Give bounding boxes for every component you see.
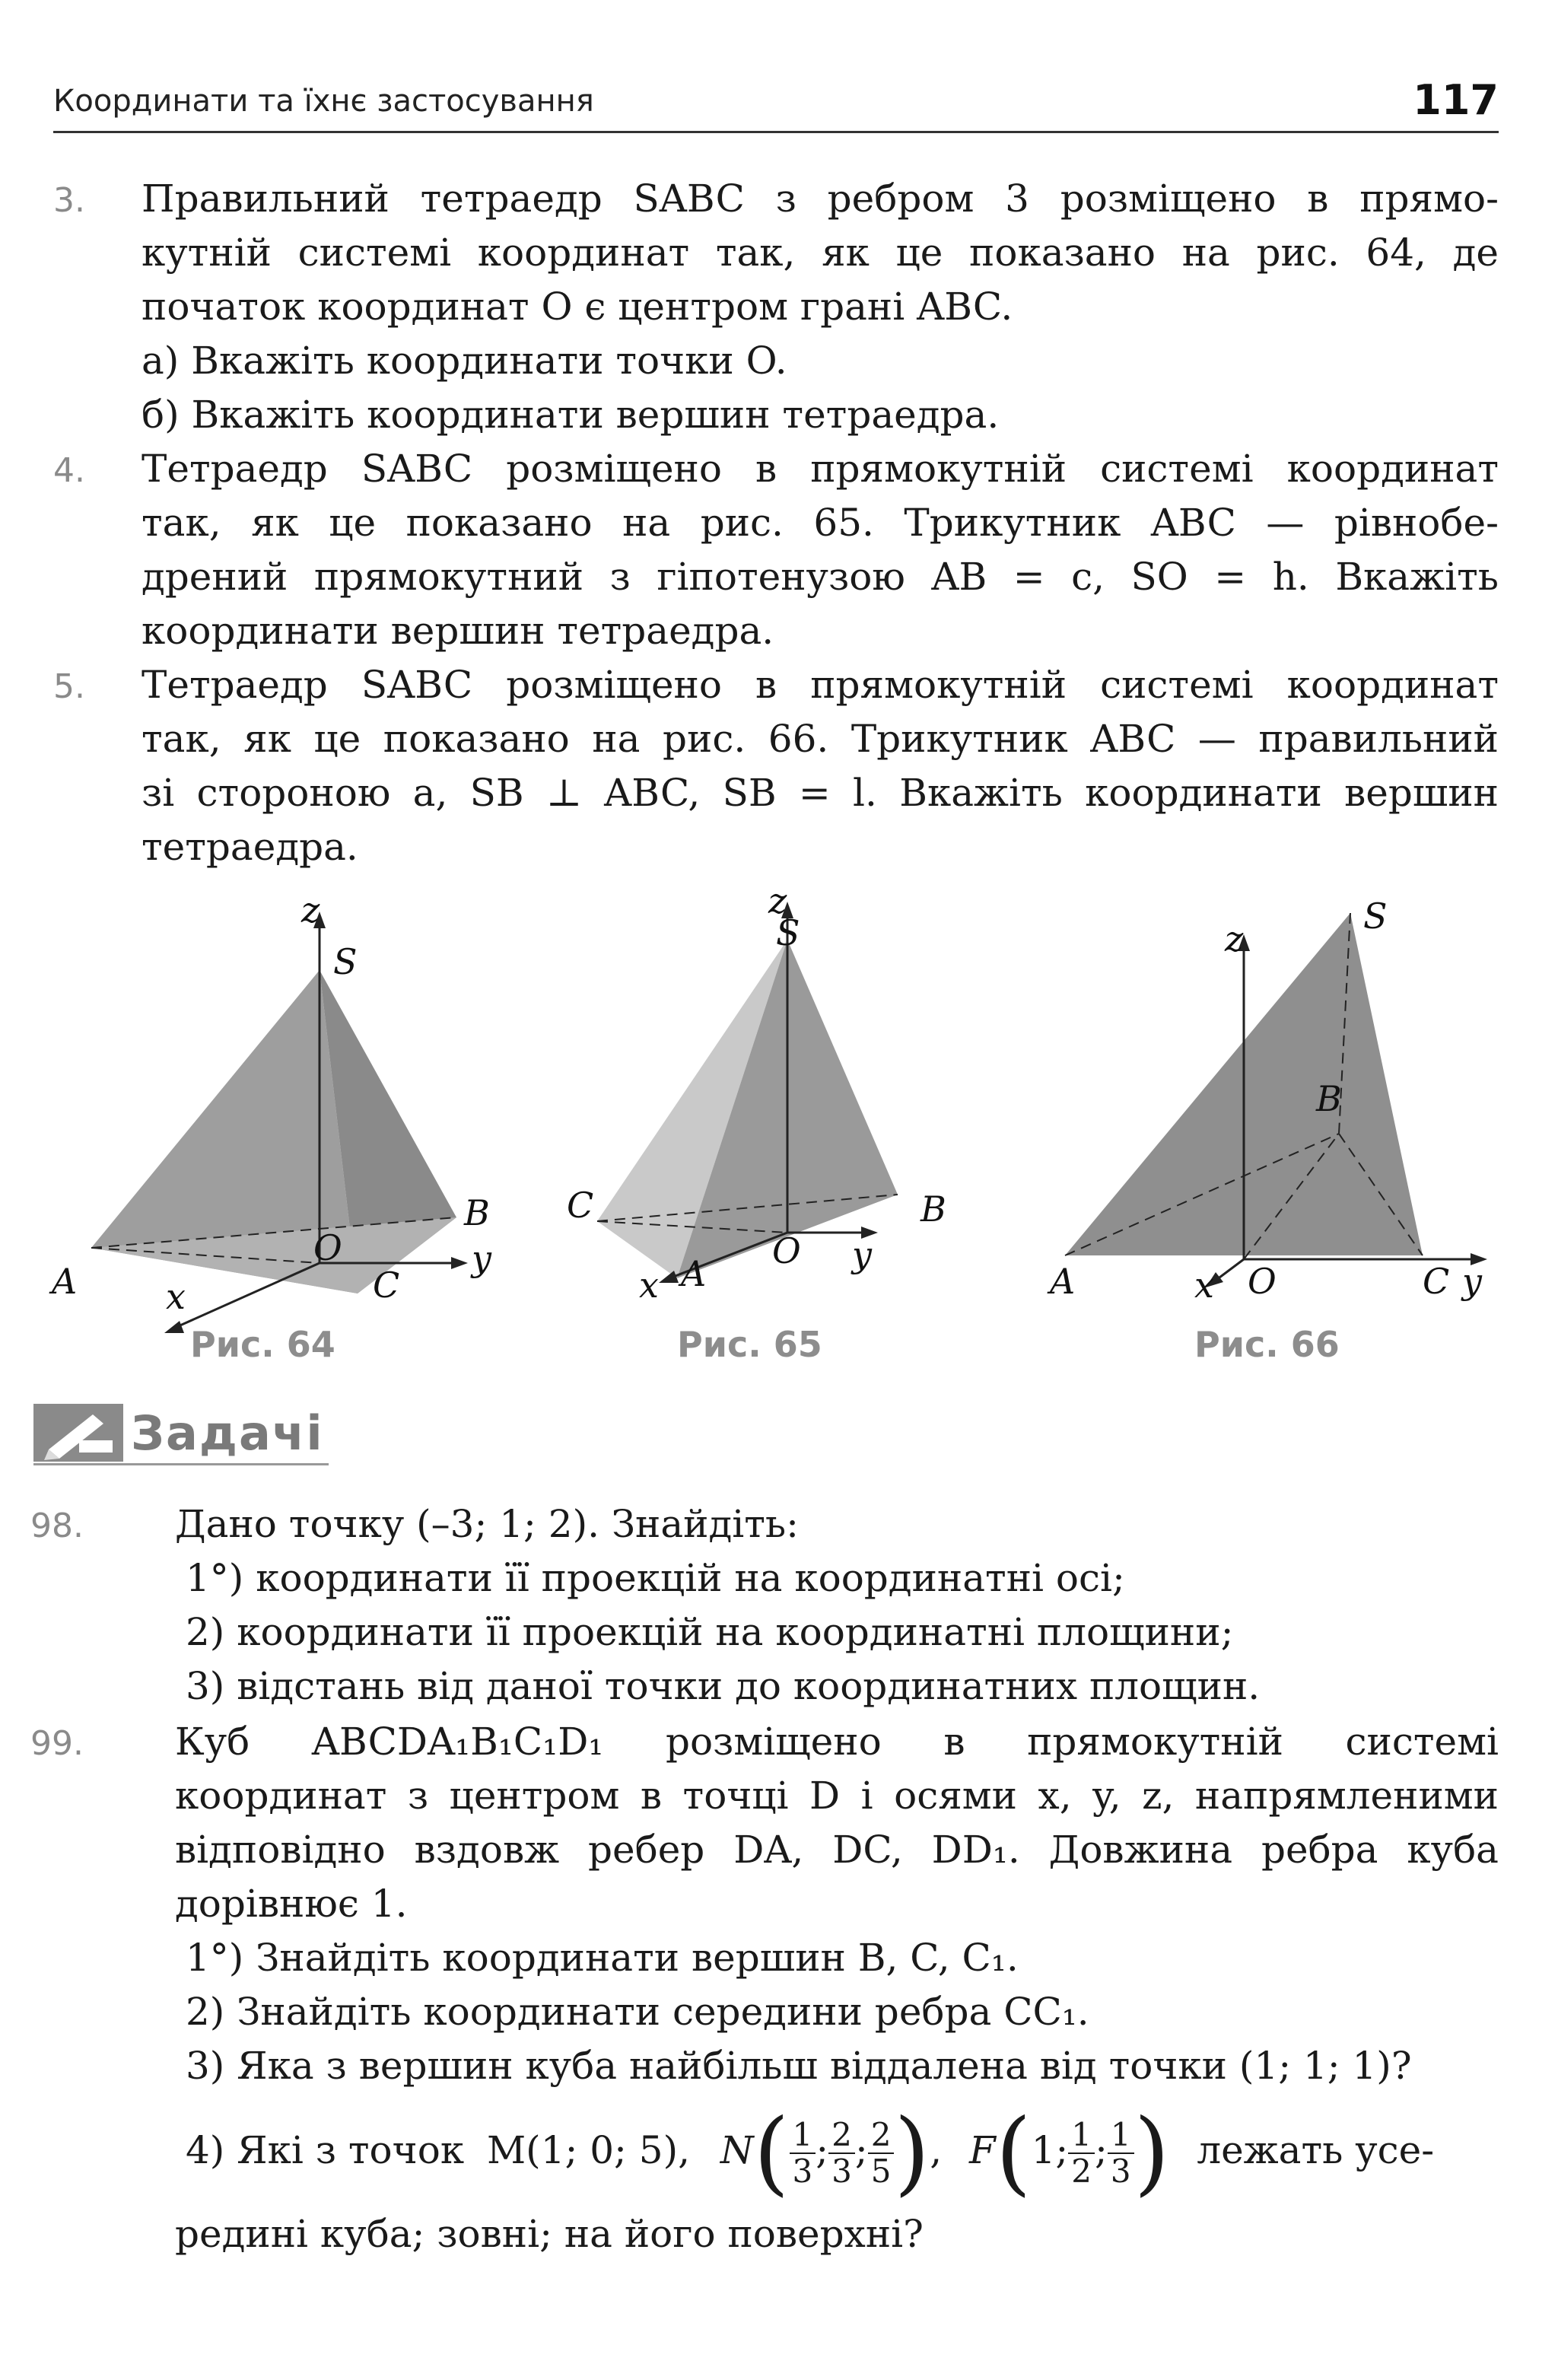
exercise-line: б) Вкажіть координати вершин тетраедра.: [141, 393, 1000, 437]
label-s: S: [776, 912, 800, 953]
exercise-line: а) Вкажіть координати точки O.: [141, 339, 787, 383]
section-heading: [33, 1404, 329, 1462]
label-z: z: [301, 889, 320, 931]
fraction: $\frac{2}{5}$: [868, 2118, 895, 2189]
label-o: O: [313, 1227, 342, 1268]
fraction: $\frac{1}{3}$: [1108, 2118, 1134, 2189]
figures-row: [30, 883, 1506, 1385]
problem-line: відповідно вздовж ребер DA, DC, DD₁. Довжина ребра куба: [175, 1828, 1499, 1872]
paren-close-icon: ): [894, 2100, 930, 2206]
exercise-line: кутній системі координат так, як це показано на рис. 64, де: [141, 231, 1499, 275]
paren-close-icon: ): [1134, 2100, 1170, 2206]
exercise-line: тетраедра.: [141, 825, 358, 869]
item4-lead: 4) Які з точок: [186, 2128, 465, 2172]
label-y: y: [852, 1234, 872, 1275]
label-b: B: [920, 1188, 946, 1230]
running-header: [53, 76, 1499, 129]
problem-line: Дано точку (–3; 1; 2). Знайдіть:: [175, 1502, 799, 1546]
label-s: S: [333, 941, 358, 982]
label-a: A: [52, 1261, 78, 1302]
figure-65: [567, 883, 946, 1306]
fraction: $\frac{1}{3}$: [790, 2118, 816, 2189]
header-rule: [53, 131, 1499, 133]
exercise-line: Правильний тетраедр SABC з ребром 3 розміщено в прямо-: [141, 177, 1499, 221]
label-x: x: [166, 1276, 186, 1317]
exercise-line: так, як це показано на рис. 65. Трикутник ABC — рівнобе-: [141, 501, 1499, 545]
paren-open-icon: (: [995, 2100, 1032, 2206]
label-c: C: [373, 1265, 400, 1306]
figure-66: [1047, 896, 1487, 1306]
problem-number: 98.: [30, 1507, 84, 1545]
problem-line: координат з центром в точці D і осями x, y, z, напрямленими: [175, 1774, 1499, 1818]
problem-item-4: 4) Які з точок M(1; 0; 5), N( $\frac{1}{3}$ ; $\frac{2}{3}$ ; $\frac{2}{5}$ ), F(1; $\frac{1}{2}$ ; $\frac{1}{3}$ ) лежать усе-: [186, 2100, 1435, 2206]
label-c: C: [567, 1185, 594, 1226]
item4-point-f: F: [969, 2128, 996, 2172]
x-arrow-icon: [164, 1321, 184, 1333]
exercise-line: координати вершин тетраедра.: [141, 609, 774, 653]
exercise-number: 3.: [53, 181, 85, 220]
exercise-line: початок координат O є центром грані ABC.: [141, 285, 1013, 329]
problem-line: 1°) координати її проекцій на координатні осі;: [186, 1556, 1125, 1600]
y-arrow-icon: [451, 1257, 468, 1269]
label-o: O: [772, 1230, 801, 1271]
problem-line: 1°) Знайдіть координати вершин B, C, C₁.: [186, 1936, 1019, 1980]
label-b: B: [464, 1192, 490, 1233]
label-a: A: [1050, 1261, 1076, 1302]
label-x: x: [639, 1265, 659, 1306]
caption-fig64: Рис. 64: [190, 1324, 335, 1365]
exercise-line: так, як це показано на рис. 66. Трикутник ABC — правильний: [141, 717, 1499, 761]
figure-64: [49, 889, 492, 1333]
item4-tail: лежать усе-: [1197, 2128, 1435, 2172]
problem-line: редині куба; зовні; на його поверхні?: [175, 2212, 924, 2256]
problem-line: Куб ABCDA₁B₁C₁D₁ розміщено в прямокутній системі: [175, 1720, 1499, 1764]
page-number: 117: [1413, 76, 1499, 124]
exercise-line: Тетраедр SABC розміщено в прямокутній системі координат: [141, 447, 1499, 491]
caption-fig66: Рис. 66: [1194, 1324, 1340, 1365]
exercise-line: зі стороною a, SB ⊥ ABC, SB = l. Вкажіть координати вершин: [141, 771, 1499, 815]
section-title: Задачі: [131, 1405, 324, 1461]
label-c: C: [1423, 1261, 1450, 1302]
exercise-line: Тетраедр SABC розміщено в прямокутній системі координат: [141, 663, 1499, 707]
fraction: $\frac{2}{3}$: [828, 2118, 855, 2189]
label-b: B: [1316, 1078, 1342, 1119]
exercise-line: дрений прямокутний з гіпотенузою AB = c, SO = h. Вкажіть: [141, 555, 1499, 599]
label-y: y: [1462, 1261, 1482, 1302]
header-title: Координати та їхнє застосування: [53, 84, 594, 119]
label-o: O: [1248, 1261, 1277, 1302]
tetrahedron-figures: [30, 883, 1506, 1385]
label-z: z: [1225, 918, 1244, 959]
paren-open-icon: (: [753, 2100, 790, 2206]
section-rule: [33, 1463, 329, 1465]
label-z: z: [768, 883, 787, 921]
pencil-icon: [33, 1404, 123, 1462]
label-y: y: [472, 1238, 491, 1279]
exercise-number: 5.: [53, 667, 85, 706]
problem-line: 3) відстань від даної точки до координатних площин.: [186, 1664, 1261, 1708]
problem-line: 2) Знайдіть координати середини ребра CC₁.: [186, 1990, 1089, 2034]
item4-point-m: M(1; 0; 5),: [486, 2128, 691, 2172]
problem-number: 99.: [30, 1724, 84, 1763]
item4-point-n: N: [720, 2128, 754, 2172]
label-s: S: [1363, 896, 1388, 937]
problem-line: 2) координати її проекцій на координатні площини;: [186, 1610, 1234, 1654]
exercise-number: 4.: [53, 451, 85, 490]
problem-line: дорівнює 1.: [175, 1882, 408, 1926]
problem-line: 3) Яка з вершин куба найбільш віддалена від точки (1; 1; 1)?: [186, 2044, 1412, 2088]
label-x: x: [1194, 1265, 1214, 1306]
fraction: $\frac{1}{2}$: [1068, 2118, 1095, 2189]
caption-fig65: Рис. 65: [677, 1324, 822, 1365]
label-a: A: [681, 1253, 707, 1294]
